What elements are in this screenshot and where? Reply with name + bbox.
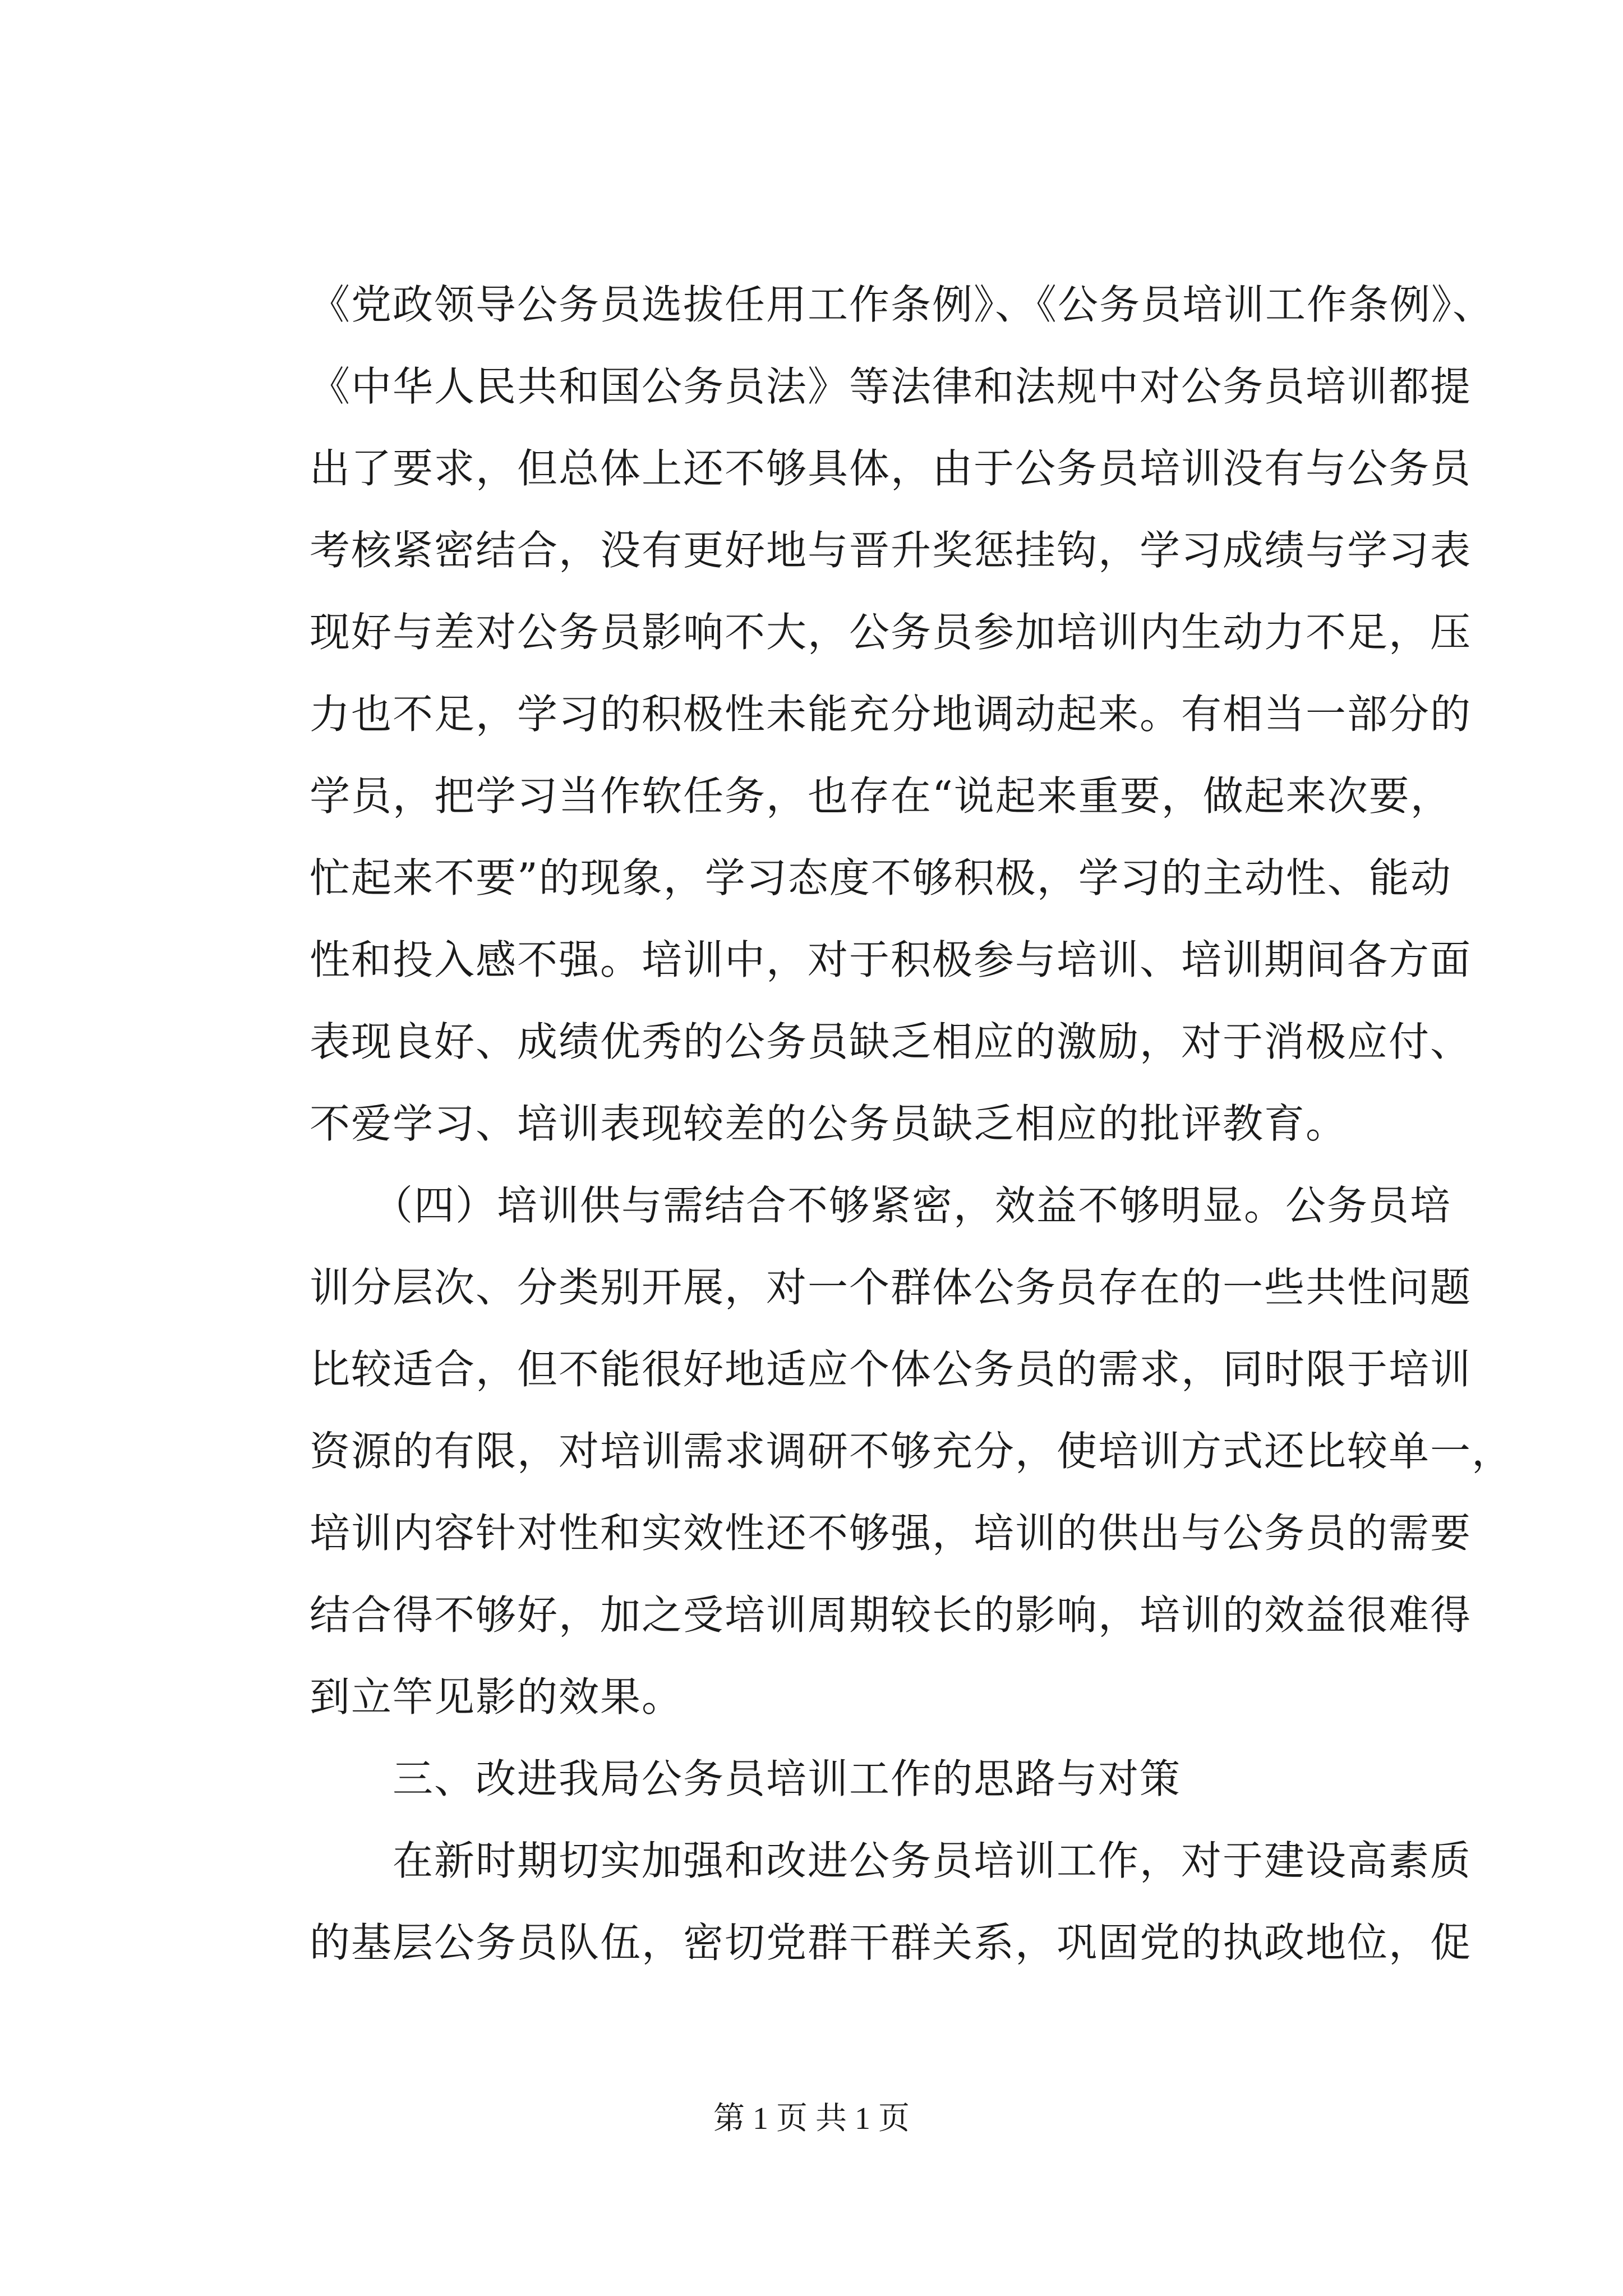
section-heading-line: （四）培训供与需结合不够紧密，效益不够明显。公务员培 — [310, 1182, 1452, 1229]
text-line: 表现良好、成绩优秀的公务员缺乏相应的激励，对于消极应付、 — [310, 1018, 1472, 1065]
text-line: 训分层次、分类别开展，对一个群体公务员存在的一些共性问题 — [310, 1264, 1472, 1311]
text-line: 资源的有限，对培训需求调研不够充分，使培训方式还比较单一， — [310, 1428, 1514, 1475]
page-number-footer: 第 1 页 共 1 页 — [713, 2101, 910, 2136]
section-heading: 三、改进我局公务员培训工作的思路与对策 — [310, 1755, 1182, 1802]
text-line: 《党政领导公务员选拔任用工作条例》、《公务员培训工作条例》、 — [310, 281, 1495, 328]
text-line: 培训内容针对性和实效性还不够强，培训的供出与公务员的需要 — [310, 1510, 1472, 1557]
text-line: 力也不足，学习的积极性未能充分地调动起来。有相当一部分的 — [310, 691, 1472, 738]
text-line: 出了要求，但总体上还不够具体，由于公务员培训没有与公务员 — [310, 445, 1472, 492]
text-line: 忙起来不要”的现象，学习态度不够积极，学习的主动性、能动 — [310, 854, 1452, 901]
text-line: 到立竿见影的效果。 — [310, 1673, 684, 1720]
body-text — [310, 264, 1514, 1984]
text-line: 学员，把学习当作软任务，也存在“说起来重要，做起来次要， — [310, 772, 1452, 820]
text-line: 比较适合，但不能很好地适应个体公务员的需求，同时限于培训 — [310, 1346, 1472, 1393]
text-line: 不爱学习、培训表现较差的公务员缺乏相应的批评教育。 — [310, 1100, 1348, 1147]
text-line: 考核紧密结合，没有更好地与晋升奖惩挂钩，学习成绩与学习表 — [310, 527, 1472, 574]
text-line: 《中华人民共和国公务员法》等法律和法规中对公务员培训都提 — [310, 363, 1472, 410]
text-line: 现好与差对公务员影响不大，公务员参加培训内生动力不足，压 — [310, 609, 1472, 656]
text-line: 的基层公务员队伍，密切党群干群关系，巩固党的执政地位，促 — [310, 1919, 1472, 1966]
text-line: 性和投入感不强。培训中，对于积极参与培训、培训期间各方面 — [310, 936, 1472, 983]
text-line: 结合得不够好，加之受培训周期较长的影响，培训的效益很难得 — [310, 1591, 1472, 1639]
text-line: 在新时期切实加强和改进公务员培训工作，对于建设高素质 — [310, 1837, 1472, 1884]
